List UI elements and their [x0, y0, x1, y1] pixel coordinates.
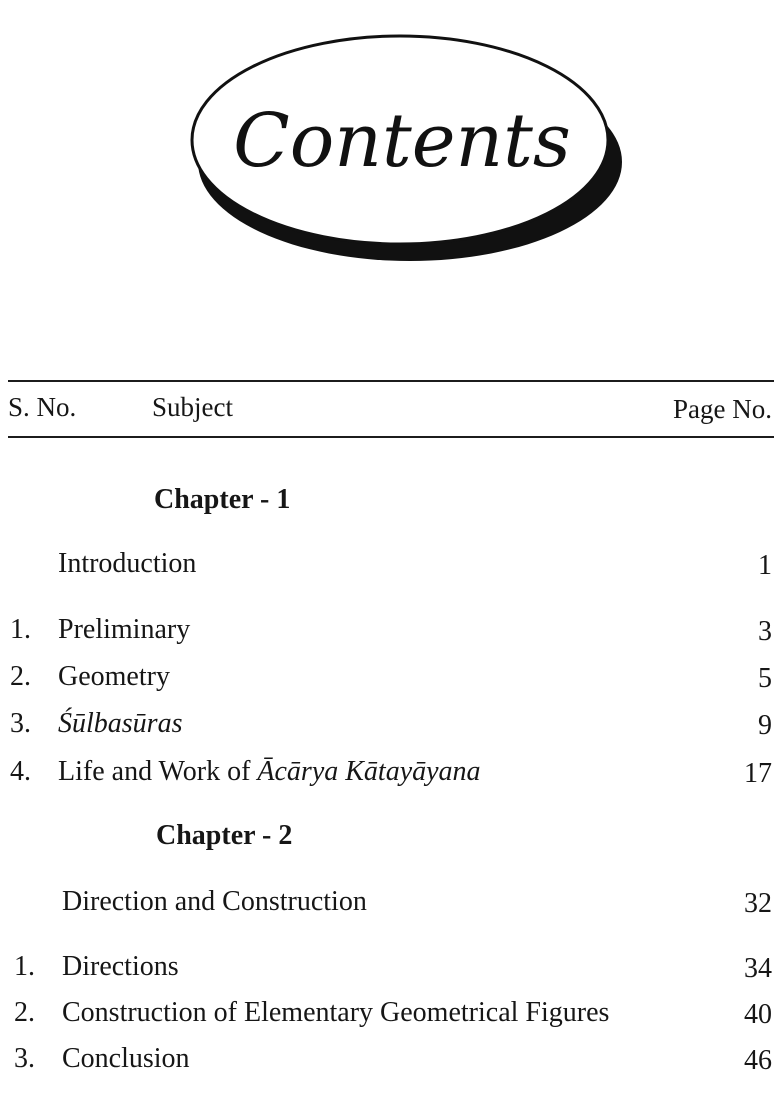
- toc-number: 4.: [10, 756, 31, 787]
- toc-row: [0, 997, 780, 1033]
- toc-page: 1: [758, 550, 772, 581]
- toc-subject: Directions: [62, 951, 179, 982]
- toc-page: 17: [744, 758, 772, 789]
- toc-subject: Construction of Elementary Geometrical Figures: [62, 997, 610, 1028]
- toc-subject: Direction and Construction: [62, 886, 367, 917]
- chapter-heading: Chapter - 1: [154, 484, 291, 515]
- header-sno: S. No.: [8, 392, 77, 422]
- toc-subject-plain: Life and Work of: [58, 756, 258, 787]
- header-top-rule: [8, 380, 774, 382]
- table-header: [0, 392, 780, 428]
- toc-number: 1.: [10, 614, 31, 645]
- header-subject: Subject: [152, 392, 233, 422]
- contents-title-emblem: [188, 28, 632, 272]
- toc-number: 2.: [14, 997, 35, 1028]
- page-title: Contents: [233, 98, 571, 184]
- toc-row: [0, 1043, 780, 1079]
- toc-page: 5: [758, 663, 772, 694]
- toc-subject: Introduction: [58, 548, 197, 579]
- toc-page: 34: [744, 953, 772, 984]
- toc-row-intro: [0, 548, 780, 584]
- toc-subject: [58, 756, 481, 788]
- toc-subject: Conclusion: [62, 1043, 190, 1074]
- toc-number: 1.: [14, 951, 35, 982]
- toc-page: 46: [744, 1045, 772, 1076]
- toc-subject: Preliminary: [58, 614, 191, 645]
- toc-number: 2.: [10, 661, 31, 692]
- toc-subject: Śūlbasūras: [58, 708, 183, 739]
- toc-number: 3.: [14, 1043, 35, 1074]
- toc-subject-italic: Ācārya Kātayāyana: [257, 756, 481, 787]
- header-bottom-rule: [8, 436, 774, 438]
- toc-number: 3.: [10, 708, 31, 739]
- toc-row: [0, 661, 780, 697]
- chapter-heading: Chapter - 2: [156, 820, 293, 851]
- toc-row: [0, 708, 780, 744]
- toc-page: 40: [744, 999, 772, 1030]
- toc-page: 3: [758, 616, 772, 647]
- toc-subject: Geometry: [58, 661, 170, 692]
- toc-row: [0, 756, 780, 792]
- header-page-no: Page No.: [673, 394, 772, 424]
- toc-row-intro: [0, 886, 780, 922]
- toc-row: [0, 951, 780, 987]
- toc-page: 9: [758, 710, 772, 741]
- toc-page: 32: [744, 888, 772, 919]
- toc-row: [0, 614, 780, 650]
